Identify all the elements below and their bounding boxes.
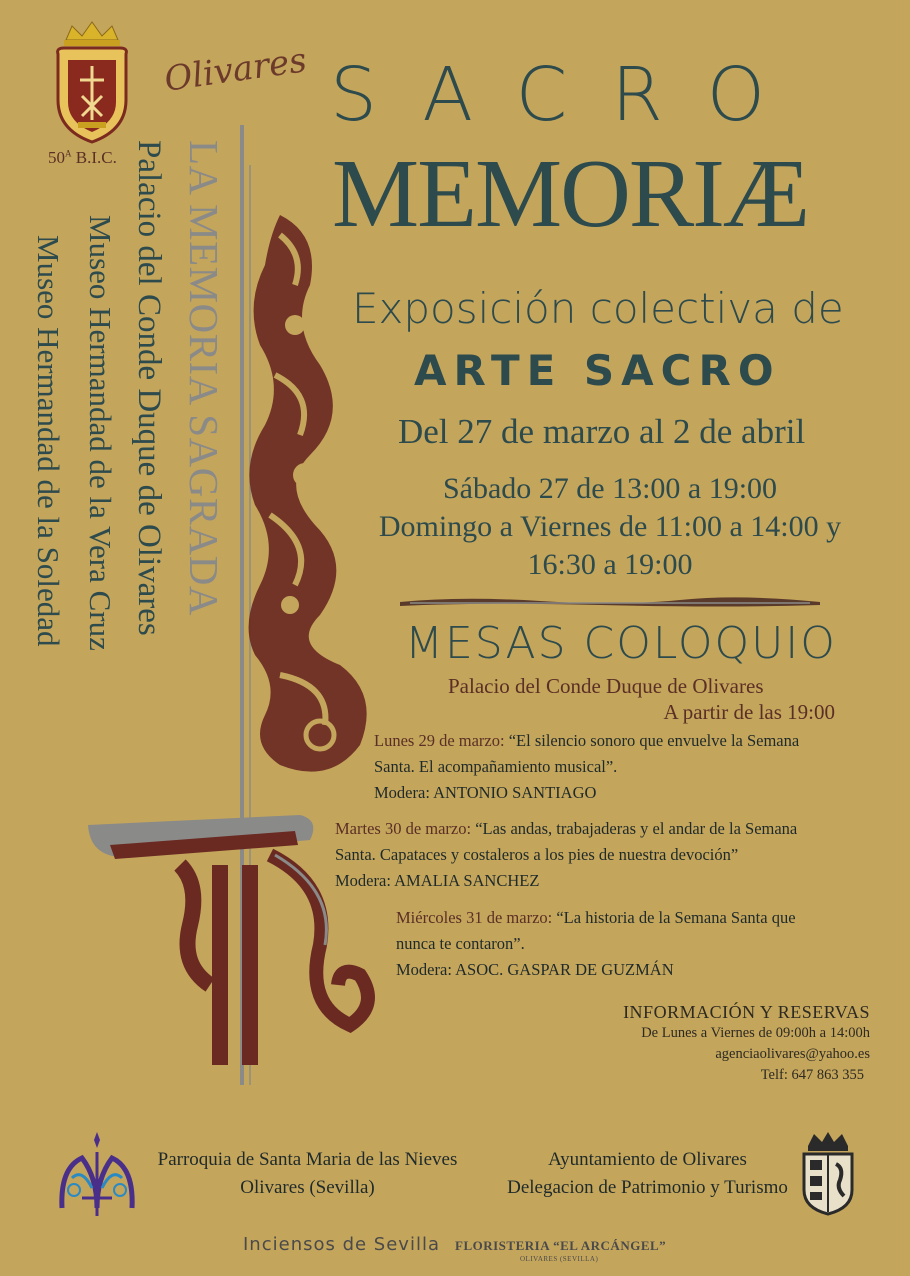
parish-monogram-icon bbox=[52, 1128, 142, 1220]
info-heading: INFORMACIÓN Y RESERVAS bbox=[623, 1002, 870, 1022]
signature: Olivares bbox=[161, 40, 310, 100]
bic-badge: $50^A$ B.I.C. bbox=[48, 148, 117, 167]
talk-moderator: Modera: AMALIA SANCHEZ bbox=[335, 871, 540, 890]
vertical-venue-1: Palacio del Conde Duque de Olivares bbox=[131, 140, 167, 636]
hours-line: Domingo a Viernes de 11:00 a 14:00 y bbox=[378, 510, 842, 543]
brush-divider bbox=[400, 594, 820, 610]
talk-date: Martes 30 de marzo: bbox=[335, 819, 472, 838]
info-block bbox=[560, 1002, 870, 1086]
opening-hours bbox=[340, 470, 880, 584]
talk-item bbox=[335, 816, 905, 894]
info-hours: De Lunes a Viernes de 09:00h a 14:00h bbox=[641, 1025, 870, 1041]
vertical-title: LA MEMORIA SAGRADA bbox=[181, 140, 227, 616]
parish-location: Olivares (Sevilla) bbox=[240, 1177, 375, 1198]
footer-council bbox=[490, 1146, 805, 1202]
sword-ornament-icon bbox=[80, 125, 380, 1095]
council-coat-of-arms-icon bbox=[800, 1130, 856, 1216]
talk-item bbox=[374, 728, 894, 806]
talk-moderator: Modera: ANTONIO SANTIAGO bbox=[374, 783, 597, 802]
subtitle-exposicion: Exposición colectiva de bbox=[352, 284, 844, 333]
talk-title: “Las andas, trabajaderas y el andar de la Semana bbox=[471, 819, 798, 838]
sponsor-floristeria-location: OLIVARES (SEVILLA) bbox=[520, 1255, 599, 1263]
vertical-venue-2: Museo Hermandad de la Vera Cruz bbox=[83, 215, 118, 651]
hours-line: Sábado 27 de 13:00 a 19:00 bbox=[442, 472, 778, 505]
talk-title-cont: nunca te contaron”. bbox=[396, 934, 525, 953]
mesas-place: Palacio del Conde Duque de Olivares bbox=[448, 674, 764, 698]
date-range: Del 27 de marzo al 2 de abril bbox=[398, 412, 806, 451]
talk-title: “La historia de la Semana Santa que bbox=[552, 908, 796, 927]
sponsor-floristeria: FLORISTERIA “EL ARCÁNGEL” bbox=[455, 1238, 667, 1253]
talk-title: “El silencio sonoro que envuelve la Semana bbox=[504, 731, 800, 750]
subtitle-arte-sacro: ARTE SACRO bbox=[414, 346, 781, 395]
council-department: Delegacion de Patrimonio y Turismo bbox=[507, 1177, 788, 1198]
hours-line: 16:30 a 19:00 bbox=[527, 548, 693, 581]
talk-date: Lunes 29 de marzo: bbox=[374, 731, 505, 750]
title-sacro: SACRO bbox=[330, 52, 809, 138]
info-email[interactable]: agenciaolivares@yahoo.es bbox=[715, 1046, 870, 1062]
talk-item bbox=[396, 905, 896, 983]
sponsor-inciensos: Inciensos de Sevilla bbox=[243, 1234, 440, 1255]
title-memoriae: MEMORIÆ bbox=[332, 140, 809, 248]
info-phone[interactable]: Telf: 647 863 355 bbox=[760, 1067, 864, 1083]
council-name: Ayuntamiento de Olivares bbox=[548, 1149, 747, 1170]
talk-title-cont: Santa. El acompañamiento musical”. bbox=[374, 757, 618, 776]
vertical-venue-3: Museo Hermandad de la Soledad bbox=[31, 235, 66, 647]
talk-moderator: Modera: ASOC. GASPAR DE GUZMÁN bbox=[396, 960, 674, 979]
mesas-heading: MESAS COLOQUIO bbox=[405, 618, 837, 669]
talk-title-cont: Santa. Capataces y costaleros a los pies de nuestra devoción” bbox=[335, 845, 739, 864]
parish-name: Parroquia de Santa Maria de las Nieves bbox=[157, 1149, 458, 1170]
talk-date: Miércoles 31 de marzo: bbox=[396, 908, 553, 927]
footer-parish bbox=[145, 1146, 470, 1202]
mesas-venue bbox=[440, 673, 835, 725]
mesas-time: A partir de las 19:00 bbox=[663, 700, 835, 724]
